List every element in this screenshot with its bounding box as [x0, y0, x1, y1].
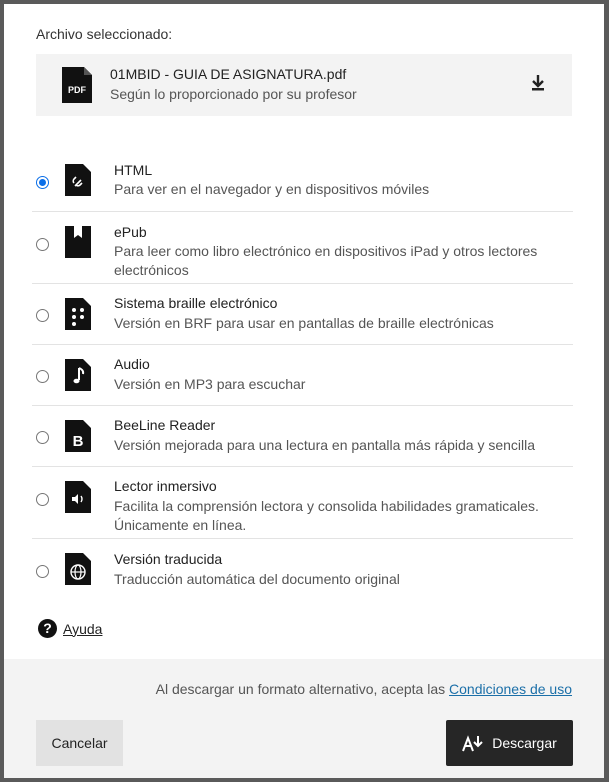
- terms-notice: [156, 681, 572, 697]
- option-title: Audio: [114, 356, 150, 372]
- svg-text:B: B: [72, 433, 84, 450]
- radio-immersive-reader[interactable]: [36, 493, 49, 506]
- download-button[interactable]: [446, 720, 573, 766]
- option-title: Sistema braille electrónico: [114, 295, 278, 311]
- help-link[interactable]: Ayuda: [63, 620, 103, 637]
- option-audio[interactable]: [32, 345, 573, 406]
- dialog-footer: [4, 659, 604, 778]
- option-title: HTML: [114, 162, 153, 178]
- download-button-label: Descargar: [492, 735, 557, 751]
- selected-file-label: Archivo seleccionado:: [36, 26, 173, 42]
- help-question-icon: ?: [38, 619, 57, 638]
- option-immersive-reader[interactable]: [32, 467, 573, 539]
- terms-text: Al descargar un formato alternativo, acepta las: [155, 681, 450, 697]
- option-html[interactable]: [32, 150, 573, 212]
- option-title: Versión traducida: [114, 551, 223, 567]
- option-description: Versión en BRF para usar en pantallas de braille electrónicas: [114, 315, 494, 331]
- bookmark-icon: [65, 226, 91, 258]
- option-braille[interactable]: [32, 284, 573, 345]
- radio-epub[interactable]: [36, 238, 49, 251]
- option-description: Traducción automática del documento original: [114, 571, 400, 587]
- option-translated[interactable]: [32, 539, 573, 599]
- option-description: Para ver en el navegador y en dispositivos móviles: [114, 181, 430, 197]
- music-note-icon: [65, 359, 91, 391]
- help-link-group[interactable]: [38, 619, 102, 638]
- radio-beeline[interactable]: [36, 431, 49, 444]
- option-title: BeeLine Reader: [114, 417, 216, 433]
- radio-translated[interactable]: [36, 565, 49, 578]
- format-options-list: [32, 150, 573, 599]
- speaker-icon: [65, 481, 91, 513]
- file-name: 01MBID - GUIA DE ASIGNATURA.pdf: [110, 66, 347, 82]
- beeline-b-icon: [65, 420, 91, 452]
- option-description: Para leer como libro electrónico en dispositivos iPad y otros lectores electrónicos: [114, 243, 538, 278]
- option-title: Lector inmersivo: [114, 478, 217, 494]
- pdf-file-icon: [62, 67, 92, 103]
- option-description: Facilita la comprensión lectora y consolida habilidades gramaticales. Únicamente en línea.: [114, 498, 539, 533]
- download-original-icon[interactable]: [528, 72, 548, 94]
- option-beeline[interactable]: [32, 406, 573, 467]
- option-description: Versión mejorada para una lectura en pantalla más rápida y sencilla: [114, 437, 536, 453]
- radio-braille[interactable]: [36, 309, 49, 322]
- cancel-button[interactable]: Cancelar: [36, 720, 123, 766]
- terms-of-use-link[interactable]: Condiciones de uso: [449, 681, 572, 697]
- globe-icon: [65, 553, 91, 585]
- option-title: ePub: [114, 224, 147, 240]
- download-format-icon: [462, 734, 484, 752]
- braille-icon: [65, 298, 91, 330]
- radio-audio[interactable]: [36, 370, 49, 383]
- radio-html[interactable]: [36, 176, 49, 189]
- pdf-icon-text: PDF: [68, 85, 86, 95]
- selected-file-card: [36, 54, 572, 116]
- option-description: Versión en MP3 para escuchar: [114, 376, 306, 392]
- option-epub[interactable]: [32, 212, 573, 284]
- alternative-formats-dialog: [4, 4, 604, 778]
- file-source: Según lo proporcionado por su profesor: [110, 86, 357, 102]
- html-link-icon: [65, 164, 91, 196]
